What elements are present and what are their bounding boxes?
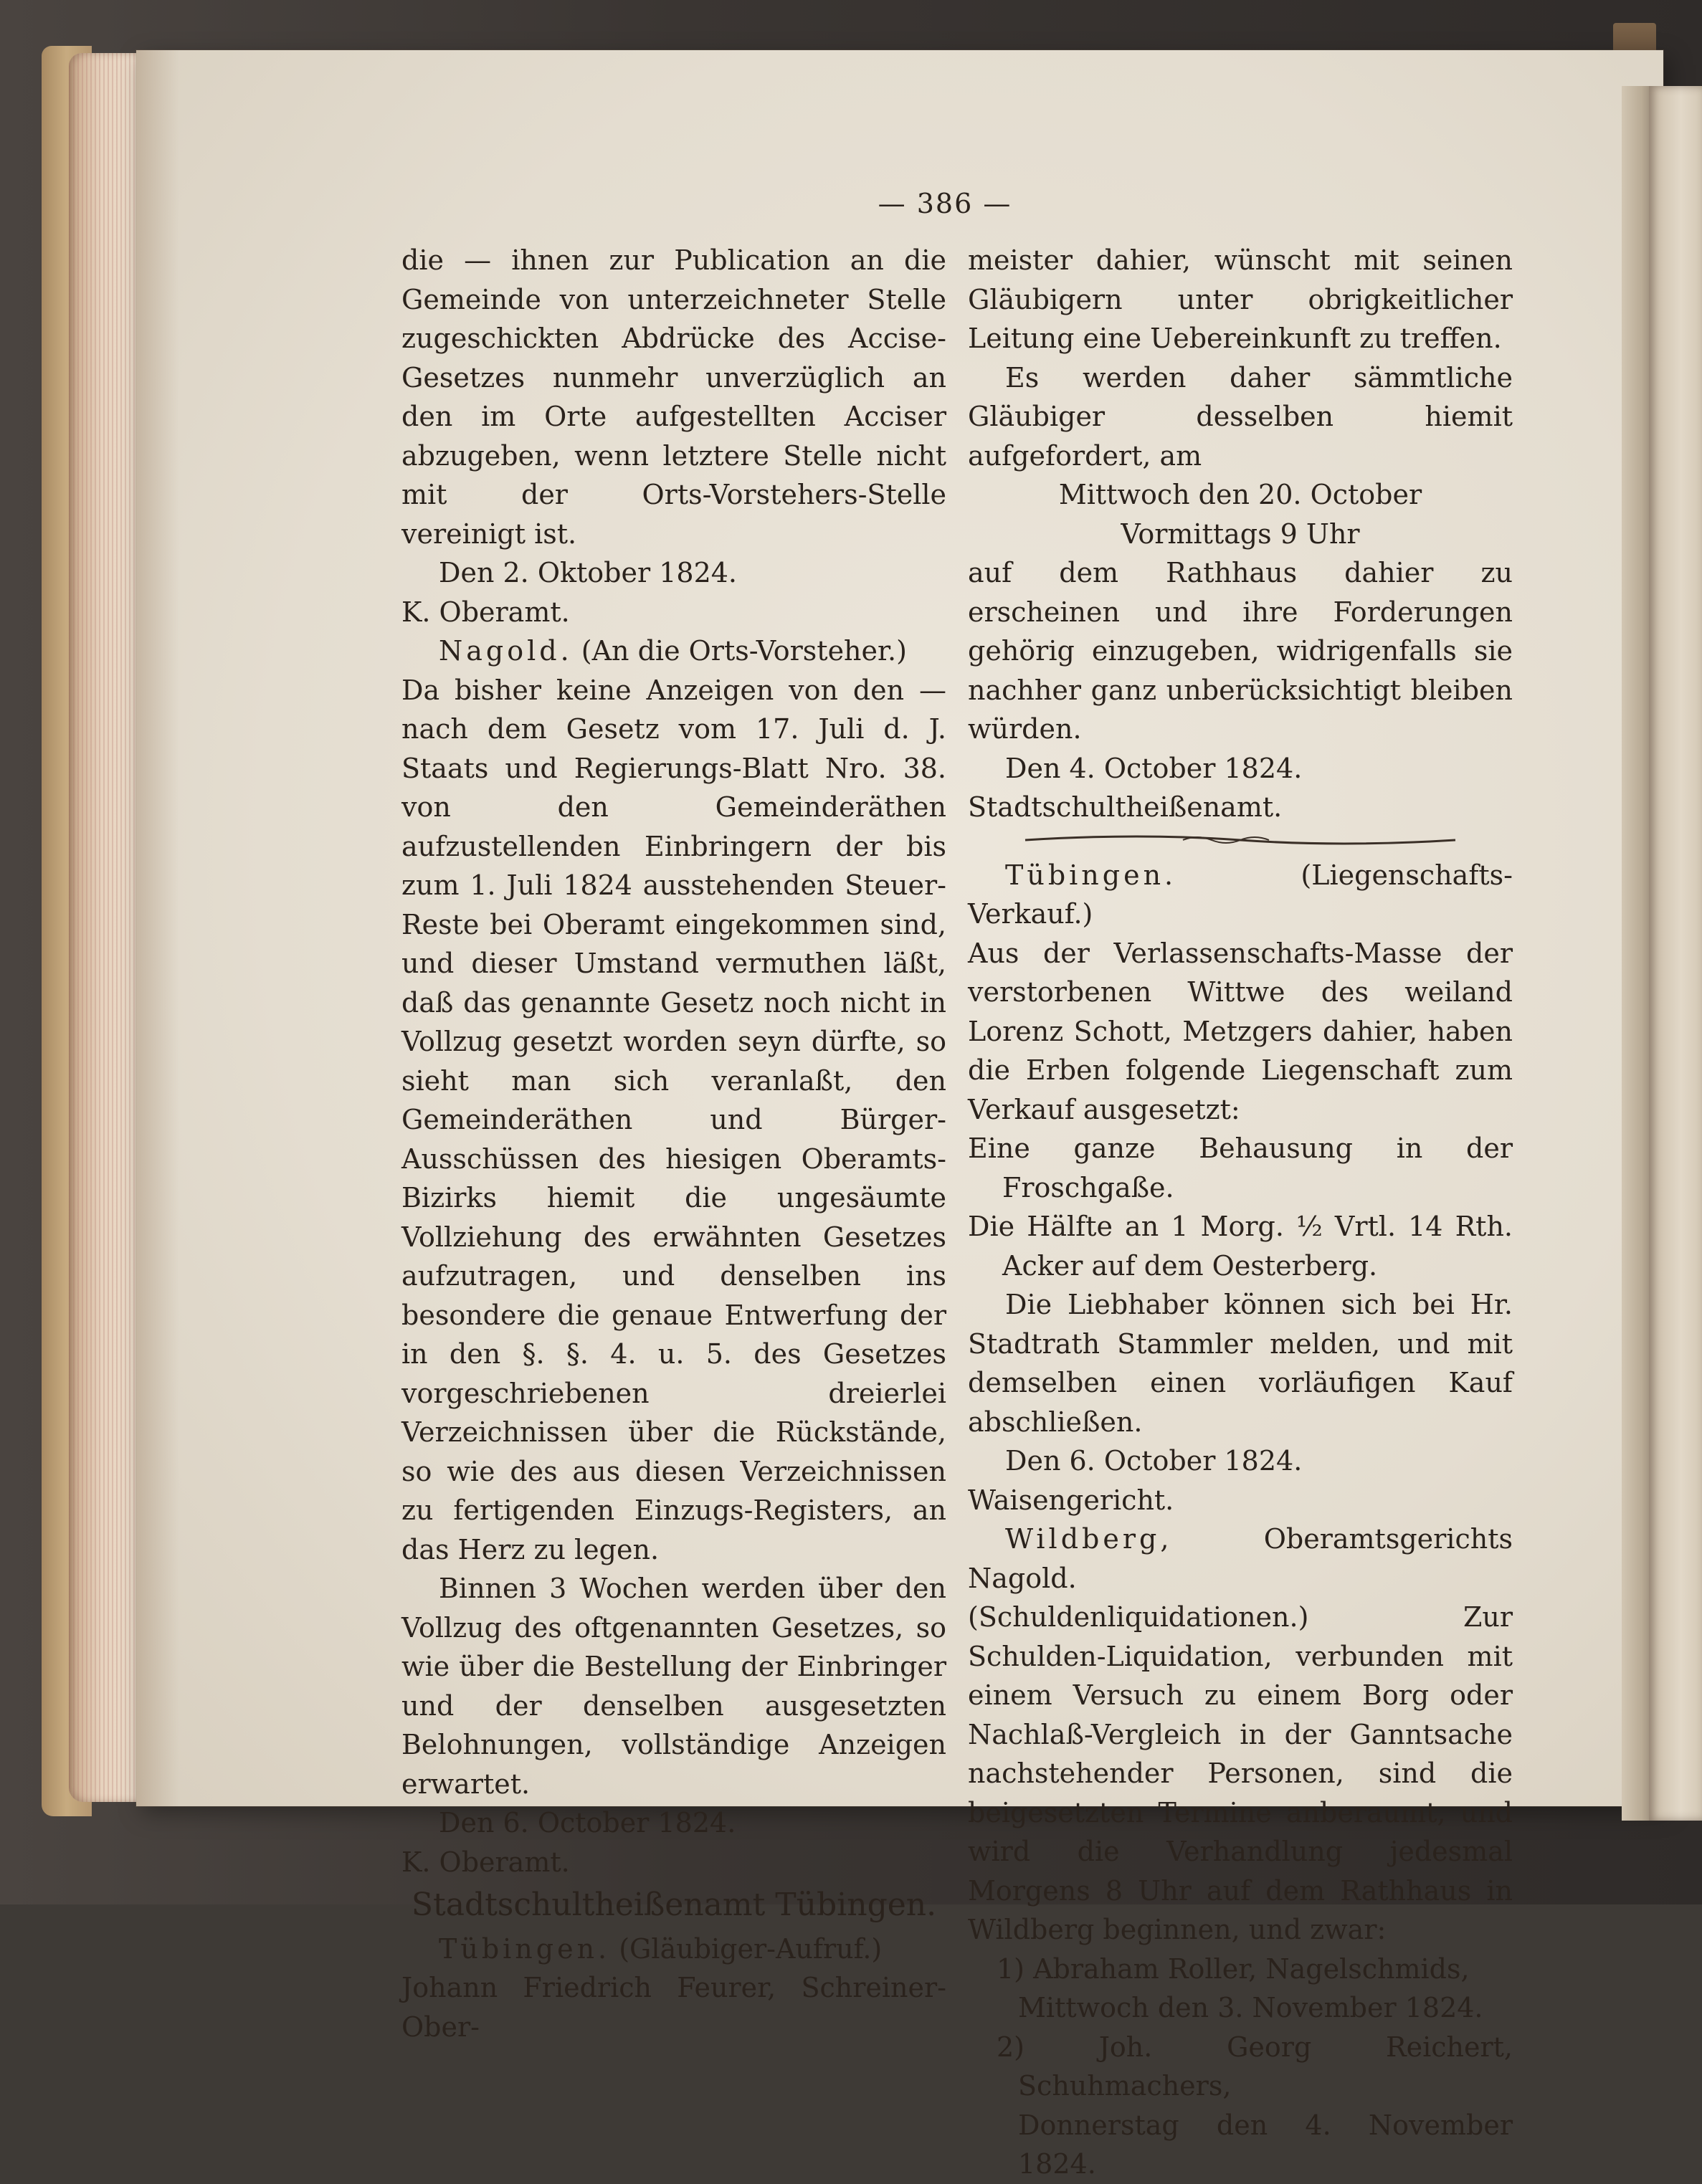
page-number: — 386 — — [878, 188, 1012, 219]
creditor-call: Es werden daher sämmtliche Gläubiger desselben hiemit aufgefordert, am — [968, 361, 1513, 472]
sale-text: Aus der Verlassenschafts-Masse der verstorbenen Wittwe des weiland Lorenz Schott, Metzgers dahier, haben die Erben folgende Liegenschaft zum Verkauf ausgesetzt: — [968, 937, 1513, 1125]
creditor-notice-cont: meister dahier, wünscht mit seinen Gläubigern unter obrigkeitlicher Leitung eine Uebereinkunft zu treffen. — [968, 244, 1513, 354]
meeting-time: Vormittags 9 Uhr — [1121, 518, 1360, 550]
notice-signature: K. Oberamt. — [401, 596, 570, 628]
creditor-notice-start: Johann Friedrich Feurer, Schreiner-Ober- — [401, 1972, 946, 2043]
notice-date: Den 2. Oktober 1824. — [439, 557, 738, 588]
sale-date: Den 6. October 1824. — [1005, 1445, 1303, 1477]
sale-signature: Waisengericht. — [968, 1484, 1174, 1516]
creditor-date: Den 4. October 1824. — [1005, 752, 1303, 784]
section-title: Stadtschultheißenamt Tübingen. — [411, 1887, 937, 1923]
property-field: Die Hälfte an 1 Morg. ½ Vrtl. 14 Rth. Acker auf dem Oesterberg. — [968, 1211, 1513, 1282]
sale-tag: (Liegenschafts-Verkauf.) — [968, 859, 1513, 930]
debtor-2: 2) Joh. Georg Reichert, Schuhmachers, — [997, 2031, 1513, 2102]
section-divider — [968, 831, 1513, 849]
left-column — [401, 241, 946, 2046]
nagold-signature: K. Oberamt. — [401, 1846, 570, 1878]
wildberg-place: Wildberg, — [1005, 1523, 1173, 1555]
liquidation-text: (Schuldenliquidationen.) Zur Schulden-Liquidation, verbunden mit einem Versuch zu einem Borg oder Nachlaß-Vergleich in der Ganntsache nachstehender Personen, sind die beigesetzten Termine anberaumt, und wird die Verhandlung jedesmal Morgens 8 Uhr auf dem Rathhaus in Wildberg beginnen, und zwar: — [968, 1601, 1513, 1945]
sale-place: Tübingen. — [1005, 859, 1177, 891]
debtor-2-date: Donnerstag den 4. November 1824. — [1018, 2109, 1513, 2180]
wildberg-heading — [968, 1520, 1513, 1598]
tuebingen-place: Tübingen. — [439, 1932, 611, 1965]
accise-notice-text: die — ihnen zur Publication an die Gemeinde von unterzeichneter Stelle zugeschickten Abdrücke des Accise-Gesetzes nunmehr unverzüglich an den im Orte aufgestellten Acciser abzugeben, wenn letztere Stelle nicht mit der Orts-Vorstehers-Stelle vereinigt ist. — [401, 244, 946, 550]
tuebingen-heading — [401, 1930, 946, 1969]
right-column — [968, 241, 1513, 2184]
nagold-date: Den 6. October 1824. — [439, 1807, 736, 1839]
nagold-tag: (An die Orts-Vorsteher.) — [581, 635, 907, 667]
deadline-text: Binnen 3 Wochen werden über den Vollzug des oftgenannten Gesetzes, so wie über die Bestellung der Einbringer und der denselben ausgesetzten Belohnungen, vollständige Anzeigen erwartet. — [401, 1573, 946, 1800]
tuebingen-tag: (Gläubiger-Aufruf.) — [619, 1932, 883, 1965]
creditor-signature: Stadtschultheißenamt. — [968, 791, 1283, 823]
debtor-1-date: Mittwoch den 3. November 1824. — [1018, 1992, 1483, 2023]
sale-heading — [968, 856, 1513, 934]
property-house: Eine ganze Behausung in der Froschgaße. — [968, 1132, 1513, 1203]
wildberg-court: Oberamtsgerichts Nagold. — [968, 1523, 1513, 1594]
debtor-1: 1) Abraham Roller, Nagelschmids, — [997, 1952, 1470, 1985]
buyer-contact: Die Liebhaber können sich bei Hr. Stadtrath Stammler melden, und mit demselben einen vorläufigen Kauf abschließen. — [968, 1289, 1513, 1438]
nagold-place: Nagold. — [439, 635, 573, 667]
creditor-instructions: auf dem Rathhaus dahier zu erscheinen und ihre Forderungen gehörig einzugeben, widrigenfalls sie nachher ganz unberücksichtigt bleiben würden. — [968, 557, 1513, 745]
nagold-notice-text: Da bisher keine Anzeigen von den — nach dem Gesetz vom 17. Juli d. J. Staats und Regierungs-Blatt Nro. 38. von den Gemeinderäthen aufzustellenden Einbringern der bis zum 1. Juli 1824 ausstehenden Steuer-Reste bei Oberamt eingekommen sind, und dieser Umstand vermuthen läßt, daß das genannte Gesetz noch nicht in Vollzug gesetzt worden seyn dürfte, so sieht man sich veranlaßt, den Gemeinderäthen und Bürger-Ausschüssen des hiesigen Oberamts-Bizirks hiemit die ungesäumte Vollziehung des erwähnten Gesetzes aufzutragen, und denselben ins besondere die genaue Entwerfung der in den §. §. 4. u. 5. des Gesetzes vorgeschriebenen dreierlei Verzeichnissen über die Rückstände, so wie des aus diesen Verzeichnissen zu fertigenden Einzugs-Registers, an das Herz zu legen. — [401, 674, 946, 1565]
next-page-edge — [1649, 86, 1702, 1821]
meeting-day: Mittwoch den 20. October — [1058, 479, 1422, 510]
nagold-heading — [401, 631, 946, 671]
